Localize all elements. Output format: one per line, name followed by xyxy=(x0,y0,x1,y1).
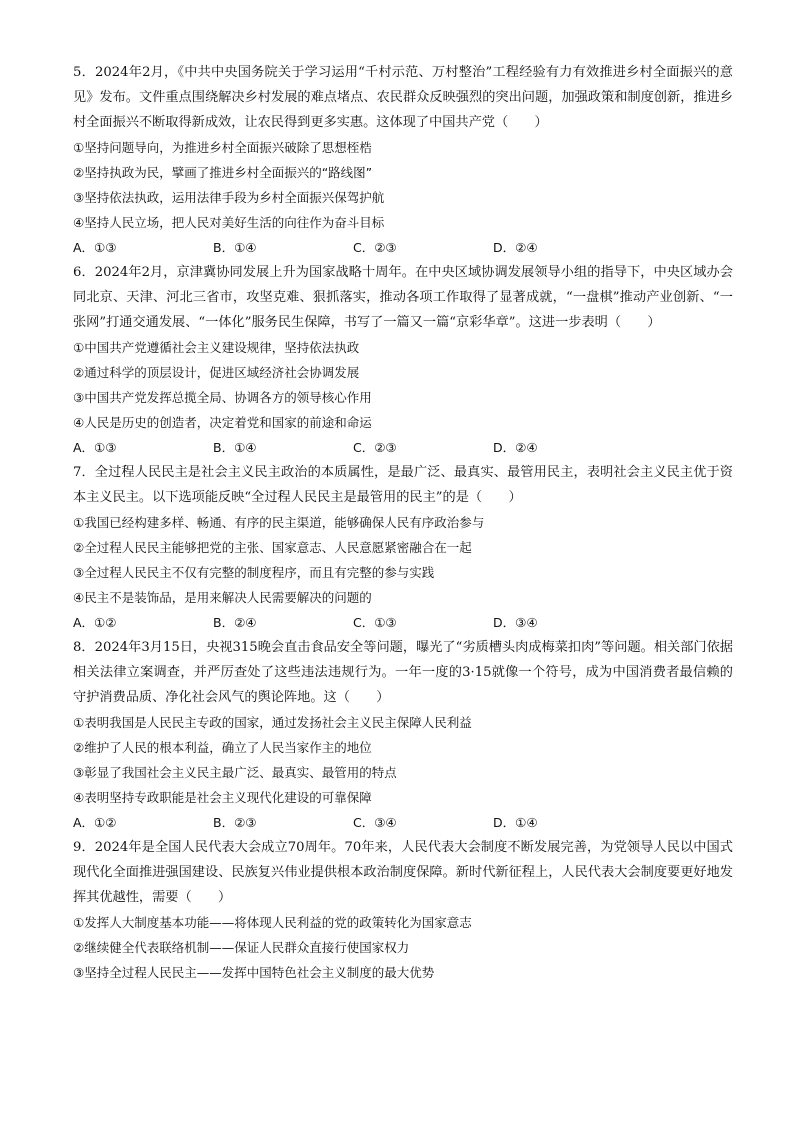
answer-choice[interactable]: B．①④ xyxy=(213,240,257,255)
statement-option: ④表明坚持专政职能是社会主义现代化建设的可靠保障 xyxy=(73,790,372,805)
answer-choice[interactable]: C．②③ xyxy=(353,440,397,455)
question-7 xyxy=(73,460,733,635)
statement-option: ④民主不是装饰品，是用来解决人民需要解决的问题的 xyxy=(73,590,372,605)
question-list xyxy=(73,60,733,985)
statement-option: ①中国共产党遵循社会主义建设规律，坚持依法执政 xyxy=(73,340,360,355)
question-stem: 5．2024年2月，《中共中央国务院关于学习运用“千村示范、万村整治”工程经验有力有效推进乡村全面振兴的意见》发布。文件重点围绕解决乡村发展的难点堵点、农民群众反映强烈的突出问题，加强政策和制度创新，推进乡村全面振兴不断取得新成效，让农民得到更多实惠。这体现了中国共产党（ ） xyxy=(73,65,733,130)
statement-option: ②维护了人民的根本利益，确立了人民当家作主的地位 xyxy=(73,740,372,755)
statement-option: ④人民是历史的创造者，决定着党和国家的前途和命运 xyxy=(73,415,372,430)
statement-option: ②全过程人民民主能够把党的主张、国家意志、人民意愿紧密融合在一起 xyxy=(73,540,472,555)
answer-choice[interactable]: D．②④ xyxy=(493,440,538,455)
question-stem: 9．2024年是全国人民代表大会成立70周年。70年来，人民代表大会制度不断发展完善，为党领导人民以中国式现代化全面推进强国建设、民族复兴伟业提供根本政治制度保障。新时代新征程上，人民代表大会制度要更好地发挥其优越性，需要（ ） xyxy=(73,840,733,905)
answer-choices xyxy=(73,235,733,260)
statement-option: ①我国已经构建多样、畅通、有序的民主渠道，能够确保人民有序政治参与 xyxy=(73,515,485,530)
answer-choice[interactable]: B．②④ xyxy=(213,615,257,630)
answer-choice[interactable]: A．①② xyxy=(73,615,117,630)
answer-choice[interactable]: B．②③ xyxy=(213,815,257,830)
statement-option: ④坚持人民立场，把人民对美好生活的向往作为奋斗目标 xyxy=(73,215,385,230)
answer-choice[interactable]: D．③④ xyxy=(493,615,538,630)
statement-option: ①表明我国是人民民主专政的国家，通过发扬社会主义民主保障人民利益 xyxy=(73,715,472,730)
answer-choice[interactable]: D．②④ xyxy=(493,240,538,255)
question-stem: 6．2024年2月，京津冀协同发展上升为国家战略十周年。在中央区域协调发展领导小组的指导下，中央区域办会同北京、天津、河北三省市，攻坚克难、狠抓落实，推动各项工作取得了显著成就，“一盘棋”推动产业创新、“一张网”打通交通发展、“一体化”服务民生保障，书写了一篇又一篇“京彩华章”。这进一步表明（ ） xyxy=(73,265,733,330)
statement-option: ③坚持依法执政，运用法律手段为乡村全面振兴保驾护航 xyxy=(73,190,385,205)
statement-option: ①坚持问题导向，为推进乡村全面振兴破除了思想桎梏 xyxy=(73,140,372,155)
answer-choice[interactable]: C．②③ xyxy=(353,240,397,255)
answer-choice[interactable]: B．①④ xyxy=(213,440,257,455)
statement-option: ②坚持执政为民，擘画了推进乡村全面振兴的“路线图” xyxy=(73,165,373,180)
question-5 xyxy=(73,60,733,260)
answer-choice[interactable]: D．①④ xyxy=(493,815,538,830)
statement-option: ①发挥人大制度基本功能——将体现人民利益的党的政策转化为国家意志 xyxy=(73,915,472,930)
answer-choice[interactable]: A．①② xyxy=(73,815,117,830)
answer-choice[interactable]: A．①③ xyxy=(73,440,117,455)
statement-option: ③中国共产党发挥总揽全局、协调各方的领导核心作用 xyxy=(73,390,372,405)
question-stem: 7．全过程人民民主是社会主义民主政治的本质属性，是最广泛、最真实、最管用民主，表明社会主义民主优于资本主义民主。以下选项能反映“全过程人民民主是最管用的民主”的是（ ） xyxy=(73,465,733,505)
answer-choice[interactable]: A．①③ xyxy=(73,240,117,255)
statement-option: ②继续健全代表联络机制——保证人民群众直接行使国家权力 xyxy=(73,940,410,955)
answer-choice[interactable]: C．①③ xyxy=(353,615,397,630)
answer-choice[interactable]: C．③④ xyxy=(353,815,397,830)
answer-choices xyxy=(73,610,733,635)
answer-choices xyxy=(73,810,733,835)
statement-option: ③坚持全过程人民民主——发挥中国特色社会主义制度的最大优势 xyxy=(73,965,435,980)
statement-option: ②通过科学的顶层设计，促进区域经济社会协调发展 xyxy=(73,365,360,380)
question-9 xyxy=(73,835,733,985)
statement-option: ③全过程人民民主不仅有完整的制度程序，而且有完整的参与实践 xyxy=(73,565,435,580)
statement-option: ③彰显了我国社会主义民主最广泛、最真实、最管用的特点 xyxy=(73,765,397,780)
question-stem: 8．2024年3月15日，央视315晚会直击食品安全等问题，曝光了“劣质槽头肉成梅菜扣肉”等问题。相关部门依据相关法律立案调查，并严厉查处了这些违法违规行为。一年一度的3·15就像一个符号，成为中国消费者最信赖的守护消费品质、净化社会风气的舆论阵地。这（ ） xyxy=(73,640,733,705)
question-8 xyxy=(73,635,733,835)
question-6 xyxy=(73,260,733,460)
answer-choices xyxy=(73,435,733,460)
